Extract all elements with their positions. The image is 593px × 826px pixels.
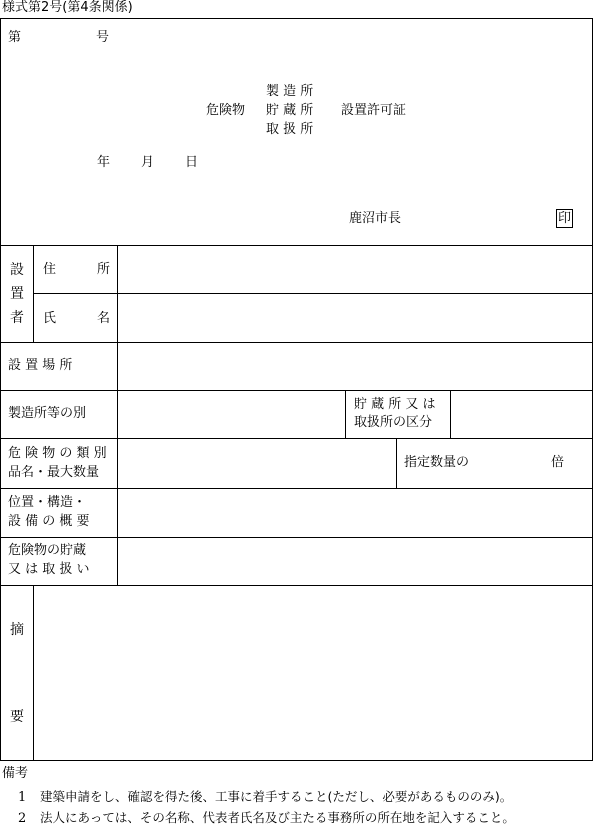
installer-label-char-1: 設 bbox=[10, 262, 24, 278]
number-label-second: 号 bbox=[96, 30, 110, 45]
address-label-a: 住 bbox=[43, 262, 57, 277]
designated-qty-label: 指定数量の bbox=[404, 455, 470, 470]
rule-installer-group bbox=[33, 245, 34, 342]
rule-qty-left bbox=[396, 438, 397, 488]
structure-label-line-2: 設 備 の 概 要 bbox=[8, 514, 90, 529]
date-year: 年 bbox=[97, 155, 111, 170]
remarks-label-char-1: 摘 bbox=[10, 622, 24, 638]
hazmat-label-line-2: 品名・最大数量 bbox=[8, 465, 100, 480]
form-label: 様式第2号(第4条関係) bbox=[2, 0, 133, 15]
rule-facility-bottom bbox=[0, 438, 593, 439]
note-number-2: 2 bbox=[18, 811, 27, 826]
designated-qty-unit: 倍 bbox=[551, 455, 565, 470]
date-month: 月 bbox=[141, 155, 155, 170]
note-text-2: 法人にあっては、その名称、代表者氏名及び主たる事務所の所在地を記入すること。 bbox=[40, 810, 515, 825]
rule-hazmat-bottom bbox=[0, 488, 593, 489]
installer-label-char-2: 置 bbox=[10, 286, 24, 302]
structure-label-line-1: 位置・構造・ bbox=[8, 495, 87, 510]
rule-installer-bottom bbox=[0, 342, 593, 343]
storage-class-label-line-1: 貯 蔵 所 又 は bbox=[354, 397, 436, 412]
rule-storage-left bbox=[345, 390, 346, 438]
rule-structure-bottom bbox=[0, 537, 593, 538]
number-label-first: 第 bbox=[8, 30, 22, 45]
handling-label-line-2: 又 は 取 扱 い bbox=[8, 562, 90, 577]
title-suffix: 設置許可証 bbox=[341, 103, 407, 118]
facility-type-label: 製造所等の別 bbox=[8, 406, 87, 421]
rule-location-bottom bbox=[0, 390, 593, 391]
notes-heading: 備考 bbox=[2, 766, 29, 781]
seal-mark: 印 bbox=[557, 211, 571, 226]
name-label-b: 名 bbox=[97, 311, 111, 326]
remarks-label-char-2: 要 bbox=[10, 709, 24, 725]
title-prefix: 危険物 bbox=[206, 103, 246, 118]
address-label-b: 所 bbox=[97, 262, 111, 277]
table-border-bottom bbox=[0, 760, 593, 761]
date-day: 日 bbox=[185, 155, 199, 170]
storage-class-label-line-2: 取扱所の区分 bbox=[354, 415, 433, 430]
installer-label-char-3: 者 bbox=[10, 310, 24, 326]
title-stack-line-2: 貯 蔵 所 bbox=[266, 103, 314, 118]
note-number-1: 1 bbox=[18, 790, 27, 805]
issuer-name: 鹿沼市長 bbox=[349, 211, 402, 226]
note-text-1: 建築申請をし、確認を得た後、工事に着手すること(ただし、必要があるもののみ)。 bbox=[40, 789, 513, 804]
rule-remarks-label bbox=[33, 585, 34, 760]
table-border-top bbox=[0, 18, 593, 19]
title-stack-line-3: 取 扱 所 bbox=[266, 122, 314, 137]
name-label-a: 氏 bbox=[43, 311, 57, 326]
rule-header-bottom bbox=[0, 245, 593, 246]
rule-storage-right bbox=[450, 390, 451, 438]
location-label: 設 置 場 所 bbox=[8, 358, 73, 373]
title-stack-line-1: 製 造 所 bbox=[266, 84, 314, 99]
hazmat-label-line-1: 危 険 物 の 類 別 bbox=[8, 446, 107, 461]
rule-handling-bottom bbox=[0, 585, 593, 586]
rule-label-column bbox=[117, 245, 118, 585]
handling-label-line-1: 危険物の貯蔵 bbox=[8, 543, 87, 558]
